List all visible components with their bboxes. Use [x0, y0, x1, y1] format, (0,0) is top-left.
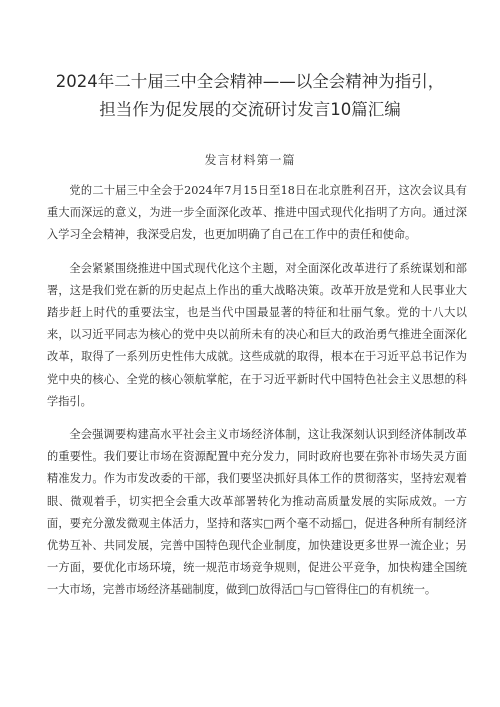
document-title-line-2: 担当作为促发展的交流研讨发言10篇汇编 — [99, 100, 401, 119]
document-title-line-1: 2024年二十届三中全会精神——以全会精神为指引， — [55, 72, 445, 91]
section-heading: 发言材料第一篇 — [204, 153, 296, 167]
paragraph-2: 全会紧紧围绕推进中国式现代化这个主题，对全面深化改革进行了系统谋划和部署，这是我们党在新的历史起点上作出的重大战略决策。改革开放是党和人民事业大踏步赶上时代的重要法宝，也是当代中国最显著的特征和壮丽气象。党的十八大以来，以习近平同志为核心的党中央以前所未有的决心和巨大的政治勇气推进全面深化改革，取得了一系列历史性伟大成就。这些成就的取得，根本在于习近平总书记作为党中央的核心、全党的核心领航掌舵，在于习近平新时代中国特色社会主义思想的科学指引。 — [47, 261, 467, 408]
document-title — [30, 68, 470, 124]
document-body — [47, 180, 467, 613]
paragraph-3: 全会强调要构建高水平社会主义市场经济体制，这让我深刻认识到经济体制改革的重要性。我们要让市场在资源配置中充分发力，同时政府也要在弥补市场失灵方面精准发力。作为市发改委的干部，我们要坚决抓好具体工作的贯彻落实，坚持宏观着眼、微观着手，切实把全会重大改革部署转化为推动高质量发展的实际成效。一方面，要充分激发微观主体活力，坚持和落实□两个毫不动摇□，促进各种所有制经济优势互补、共同发展，完善中国特色现代企业制度，加快建设更多世界一流企业；另一方面，要优化市场环境，统一规范市场竞争规则，促进公平竞争，加快构建全国统一大市场，完善市场经济基础制度，做到□放得活□与□管得住□的有机统一。 — [47, 428, 467, 597]
paragraph-1: 党的二十届三中全会于2024年7月15日至18日在北京胜利召开，这次会议具有重大而深远的意义，为进一步全面深化改革、推进中国式现代化指明了方向。通过深入学习全会精神，我深受启发，也更加明确了自己在工作中的责任和使命。 — [47, 184, 467, 242]
